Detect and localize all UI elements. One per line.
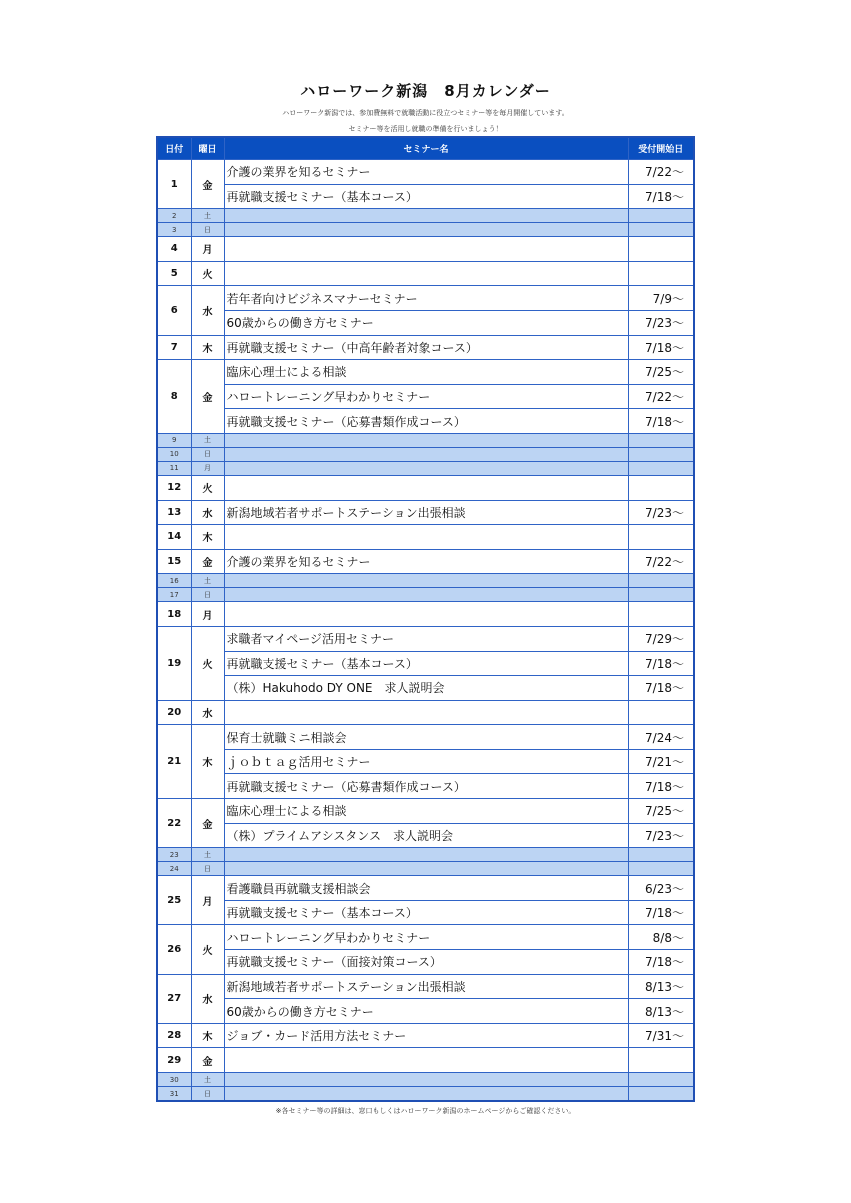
start-date-cell [628,525,694,550]
weekday-cell: 水 [191,700,224,725]
weekend-row [157,223,694,237]
start-date-cell: 7/31～ [628,1023,694,1048]
weekend-row [157,433,694,447]
seminar-name-cell: 再就職支援セミナー（基本コース） [224,900,628,925]
weekday-cell: 水 [191,974,224,1023]
seminar-name-cell: （株）Hakuhodo DY ONE 求人説明会 [224,676,628,701]
seminar-name-cell [224,525,628,550]
footnote: ※各セミナー等の詳細は、窓口もしくはハローワーク新潟のホームページからご確認ください。 [275,1107,576,1115]
weekend-row [157,862,694,876]
start-date-cell: 8/13～ [628,999,694,1024]
date-cell: 16 [157,574,191,588]
day-row [157,974,694,999]
weekday-cell: 土 [191,848,224,862]
day-row [157,500,694,525]
subtitle-line-2: セミナー等を活用し就職の準備を行いましょう！ [348,125,503,133]
date-cell: 3 [157,223,191,237]
day-row [157,261,694,286]
date-cell: 12 [157,475,191,500]
weekend-row [157,461,694,475]
weekday-cell: 金 [191,160,224,209]
seminar-name-cell: ハロートレーニング早わかりセミナー [224,925,628,950]
weekday-cell: 木 [191,525,224,550]
date-cell: 22 [157,799,191,848]
start-date-cell: 7/22～ [628,549,694,574]
weekday-cell: 金 [191,360,224,434]
start-date-cell [628,237,694,262]
day-row [157,525,694,550]
start-date-cell: 7/23～ [628,500,694,525]
weekend-row [157,848,694,862]
date-cell: 20 [157,700,191,725]
subtitle-line-1: ハローワーク新潟では、参加費無料で就職活動に役立つセミナー等を毎月開催しています。 [282,109,569,117]
start-date-cell: 7/22～ [628,160,694,185]
weekday-cell: 火 [191,261,224,286]
start-date-cell [628,475,694,500]
seminar-cell-empty [224,848,628,862]
seminar-name-cell: 再就職支援セミナー（基本コース） [224,184,628,209]
start-date-cell-empty [628,1087,694,1102]
day-row [157,651,694,676]
start-date-cell-empty [628,574,694,588]
start-date-cell: 7/21～ [628,749,694,774]
weekday-cell: 水 [191,500,224,525]
start-date-cell-empty [628,848,694,862]
seminar-cell-empty [224,1073,628,1087]
seminar-name-cell: 介護の業界を知るセミナー [224,549,628,574]
seminar-cell-empty [224,588,628,602]
seminar-name-cell: 新潟地域若者サポートステーション出張相談 [224,974,628,999]
weekday-cell: 日 [191,588,224,602]
weekend-row [157,209,694,223]
date-cell: 1 [157,160,191,209]
start-date-cell: 7/18～ [628,774,694,799]
seminar-name-cell: 保育士就職ミニ相談会 [224,725,628,750]
date-cell: 7 [157,335,191,360]
date-cell: 8 [157,360,191,434]
start-date-cell: 7/18～ [628,950,694,975]
start-date-cell: 7/25～ [628,360,694,385]
seminar-cell-empty [224,433,628,447]
date-cell: 9 [157,433,191,447]
page-title: ハローワーク新潟 8月カレンダー [300,82,551,100]
start-date-cell: 8/8～ [628,925,694,950]
seminar-cell-empty [224,574,628,588]
date-cell: 28 [157,1023,191,1048]
weekday-cell: 木 [191,335,224,360]
seminar-cell-empty [224,862,628,876]
seminar-cell-empty [224,223,628,237]
day-row [157,999,694,1024]
start-date-cell: 6/23～ [628,876,694,901]
date-cell: 18 [157,602,191,627]
day-row [157,626,694,651]
start-date-cell: 7/23～ [628,310,694,335]
day-row [157,384,694,409]
weekday-cell: 日 [191,862,224,876]
day-row [157,237,694,262]
day-row [157,335,694,360]
day-row [157,409,694,434]
weekday-cell: 火 [191,475,224,500]
seminar-name-cell: 求職者マイページ活用セミナー [224,626,628,651]
day-row [157,184,694,209]
weekday-cell: 水 [191,286,224,335]
seminar-name-cell [224,602,628,627]
day-row [157,925,694,950]
date-cell: 31 [157,1087,191,1102]
seminar-name-cell: 介護の業界を知るセミナー [224,160,628,185]
seminar-name-cell: 再就職支援セミナー（基本コース） [224,651,628,676]
weekday-cell: 月 [191,602,224,627]
seminar-name-cell [224,1048,628,1073]
seminar-name-cell: 臨床心理士による相談 [224,360,628,385]
date-cell: 5 [157,261,191,286]
day-row [157,286,694,311]
day-row [157,950,694,975]
day-row [157,310,694,335]
seminar-cell-empty [224,461,628,475]
start-date-cell: 7/25～ [628,799,694,824]
start-date-cell-empty [628,588,694,602]
start-date-cell: 7/24～ [628,725,694,750]
weekday-cell: 日 [191,223,224,237]
weekend-row [157,1073,694,1087]
weekday-cell: 土 [191,1073,224,1087]
day-row [157,749,694,774]
weekday-cell: 木 [191,1023,224,1048]
weekday-cell: 月 [191,237,224,262]
date-cell: 24 [157,862,191,876]
day-row [157,725,694,750]
seminar-cell-empty [224,209,628,223]
date-cell: 27 [157,974,191,1023]
seminar-name-cell: 60歳からの働き方セミナー [224,999,628,1024]
weekday-cell: 火 [191,925,224,974]
start-date-cell-empty [628,461,694,475]
day-row [157,700,694,725]
weekday-cell: 金 [191,1048,224,1073]
start-date-cell [628,261,694,286]
header-weekday: 曜日 [191,137,224,160]
seminar-name-cell [224,475,628,500]
date-cell: 2 [157,209,191,223]
header-date: 日付 [157,137,191,160]
weekday-cell: 日 [191,1087,224,1102]
start-date-cell-empty [628,862,694,876]
date-cell: 4 [157,237,191,262]
day-row [157,823,694,848]
header-row [157,137,694,160]
day-row [157,549,694,574]
header-start-date: 受付開始日 [628,137,694,160]
date-cell: 29 [157,1048,191,1073]
start-date-cell-empty [628,447,694,461]
weekend-row [157,574,694,588]
start-date-cell-empty [628,433,694,447]
weekend-row [157,1087,694,1102]
seminar-name-cell: 再就職支援セミナー（応募書類作成コース） [224,774,628,799]
seminar-name-cell: 看護職員再就職支援相談会 [224,876,628,901]
weekday-cell: 火 [191,626,224,700]
start-date-cell: 7/29～ [628,626,694,651]
seminar-name-cell: 60歳からの働き方セミナー [224,310,628,335]
seminar-name-cell: （株）プライムアシスタンス 求人説明会 [224,823,628,848]
calendar-table [156,136,695,1102]
date-cell: 10 [157,447,191,461]
seminar-name-cell: 再就職支援セミナー（応募書類作成コース） [224,409,628,434]
seminar-name-cell: 臨床心理士による相談 [224,799,628,824]
weekday-cell: 月 [191,876,224,925]
start-date-cell: 7/18～ [628,651,694,676]
date-cell: 11 [157,461,191,475]
day-row [157,799,694,824]
date-cell: 26 [157,925,191,974]
day-row [157,602,694,627]
day-row [157,774,694,799]
seminar-name-cell: ジョブ・カード活用方法セミナー [224,1023,628,1048]
weekend-row [157,447,694,461]
start-date-cell: 7/18～ [628,900,694,925]
start-date-cell [628,1048,694,1073]
day-row [157,876,694,901]
weekday-cell: 土 [191,574,224,588]
start-date-cell: 7/18～ [628,335,694,360]
seminar-name-cell: 再就職支援セミナー（面接対策コース） [224,950,628,975]
date-cell: 15 [157,549,191,574]
day-row [157,160,694,185]
date-cell: 13 [157,500,191,525]
date-cell: 14 [157,525,191,550]
date-cell: 30 [157,1073,191,1087]
start-date-cell-empty [628,209,694,223]
start-date-cell: 7/9～ [628,286,694,311]
date-cell: 17 [157,588,191,602]
weekday-cell: 金 [191,549,224,574]
seminar-name-cell: 若年者向けビジネスマナーセミナー [224,286,628,311]
seminar-name-cell: 再就職支援セミナー（中高年齢者対象コース） [224,335,628,360]
header-seminar-name: セミナー名 [224,137,628,160]
start-date-cell: 7/22～ [628,384,694,409]
day-row [157,475,694,500]
day-row [157,1023,694,1048]
start-date-cell: 8/13～ [628,974,694,999]
date-cell: 21 [157,725,191,799]
seminar-cell-empty [224,1087,628,1102]
date-cell: 25 [157,876,191,925]
start-date-cell [628,700,694,725]
day-row [157,360,694,385]
seminar-cell-empty [224,447,628,461]
seminar-name-cell [224,261,628,286]
seminar-name-cell: ハロートレーニング早わかりセミナー [224,384,628,409]
weekday-cell: 日 [191,447,224,461]
start-date-cell: 7/18～ [628,676,694,701]
calendar-body [157,160,694,1102]
weekday-cell: 土 [191,209,224,223]
date-cell: 19 [157,626,191,700]
seminar-name-cell: 新潟地域若者サポートステーション出張相談 [224,500,628,525]
start-date-cell-empty [628,1073,694,1087]
seminar-name-cell: ｊｏｂｔａｇ活用セミナー [224,749,628,774]
weekend-row [157,588,694,602]
weekday-cell: 月 [191,461,224,475]
start-date-cell: 7/18～ [628,184,694,209]
day-row [157,900,694,925]
day-row [157,676,694,701]
date-cell: 6 [157,286,191,335]
day-row [157,1048,694,1073]
start-date-cell: 7/18～ [628,409,694,434]
weekday-cell: 土 [191,433,224,447]
start-date-cell [628,602,694,627]
date-cell: 23 [157,848,191,862]
seminar-name-cell [224,700,628,725]
start-date-cell: 7/23～ [628,823,694,848]
seminar-name-cell [224,237,628,262]
weekday-cell: 金 [191,799,224,848]
weekday-cell: 木 [191,725,224,799]
start-date-cell-empty [628,223,694,237]
